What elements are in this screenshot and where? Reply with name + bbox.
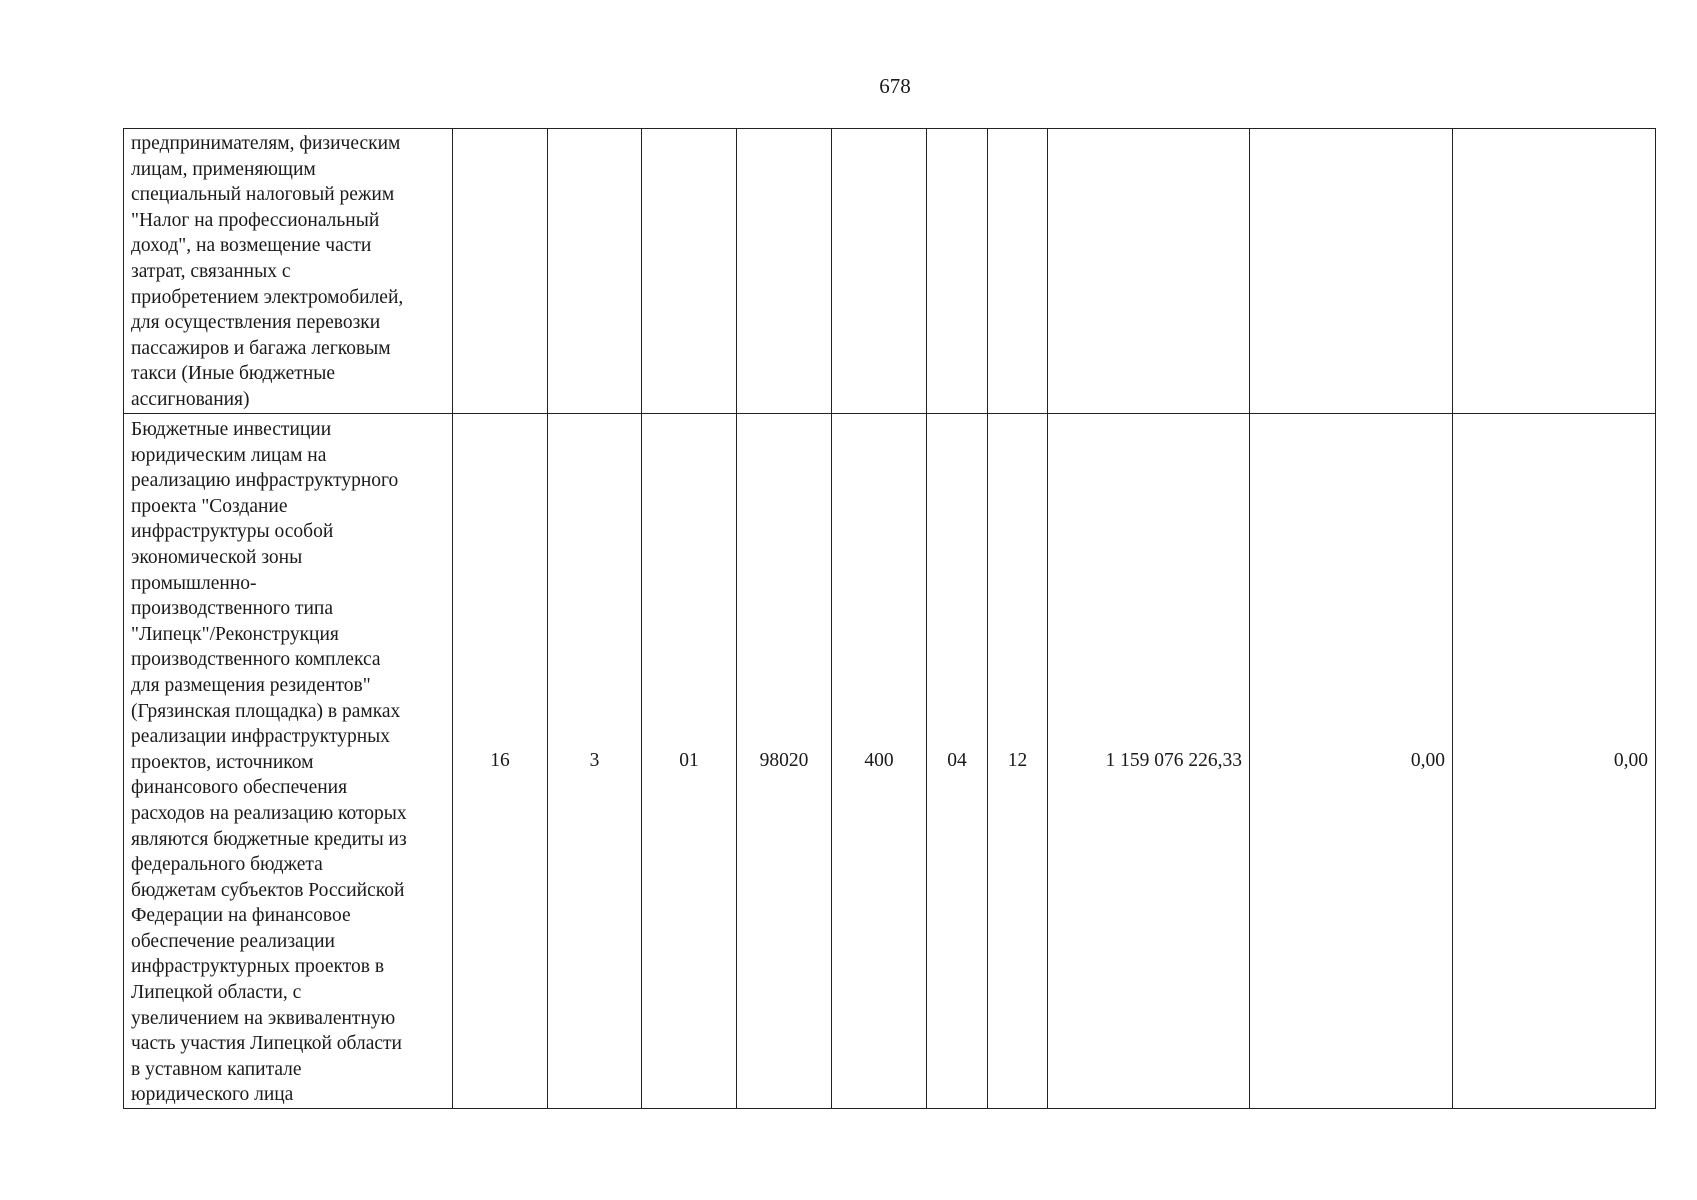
cell-subsection: 3 (548, 414, 642, 1109)
cell-expense-type (832, 129, 927, 414)
cell-subdivision (988, 129, 1048, 414)
cell-subsection (548, 129, 642, 414)
cell-amount-year3: 0,00 (1453, 414, 1656, 1109)
cell-amount-year3 (1453, 129, 1656, 414)
cell-program (642, 129, 737, 414)
cell-subdivision: 12 (988, 414, 1048, 1109)
cell-section (453, 129, 548, 414)
row-description: Бюджетные инвестиции юридическим лицам на реализацию инфраструктурного проекта "Создание инфраструктуры особой экономической зоны промышленно- производственного типа "Липецк"/Реконструкция производственного комплекса для размещения резидентов" (Грязинская площадка) в рамках реализации инфраструктурных проектов, источником финансового обеспечения расходов на реализацию которых являются бюджетные кредиты из федерального бюджета бюджетам субъектов Российской Федерации на финансовое обеспечение реализации инфраструктурных проектов в Липецкой области, с увеличением на эквивалентную часть участия Липецкой области в уставном капитале юридического лица (124, 414, 453, 1109)
cell-amount-year2: 0,00 (1250, 414, 1453, 1109)
cell-section: 16 (453, 414, 548, 1109)
cell-expense-type: 400 (832, 414, 927, 1109)
cell-target-article: 98020 (737, 414, 832, 1109)
cell-program: 01 (642, 414, 737, 1109)
row-description: предпринимателям, физическим лицам, применяющим специальный налоговый режим "Налог на профессиональный доход", на возмещение части затрат, связанных с приобретением электромобилей, для осуществления перевозки пассажиров и багажа легковым такси (Иные бюджетные ассигнования) (124, 129, 453, 414)
budget-table (123, 128, 1656, 1109)
cell-amount-year2 (1250, 129, 1453, 414)
page-number: 678 (879, 74, 911, 98)
table-row (124, 129, 1656, 414)
cell-amount-year1 (1048, 129, 1250, 414)
cell-target-article (737, 129, 832, 414)
cell-division: 04 (927, 414, 988, 1109)
table-row (124, 414, 1656, 1109)
cell-amount-year1: 1 159 076 226,33 (1048, 414, 1250, 1109)
cell-division (927, 129, 988, 414)
